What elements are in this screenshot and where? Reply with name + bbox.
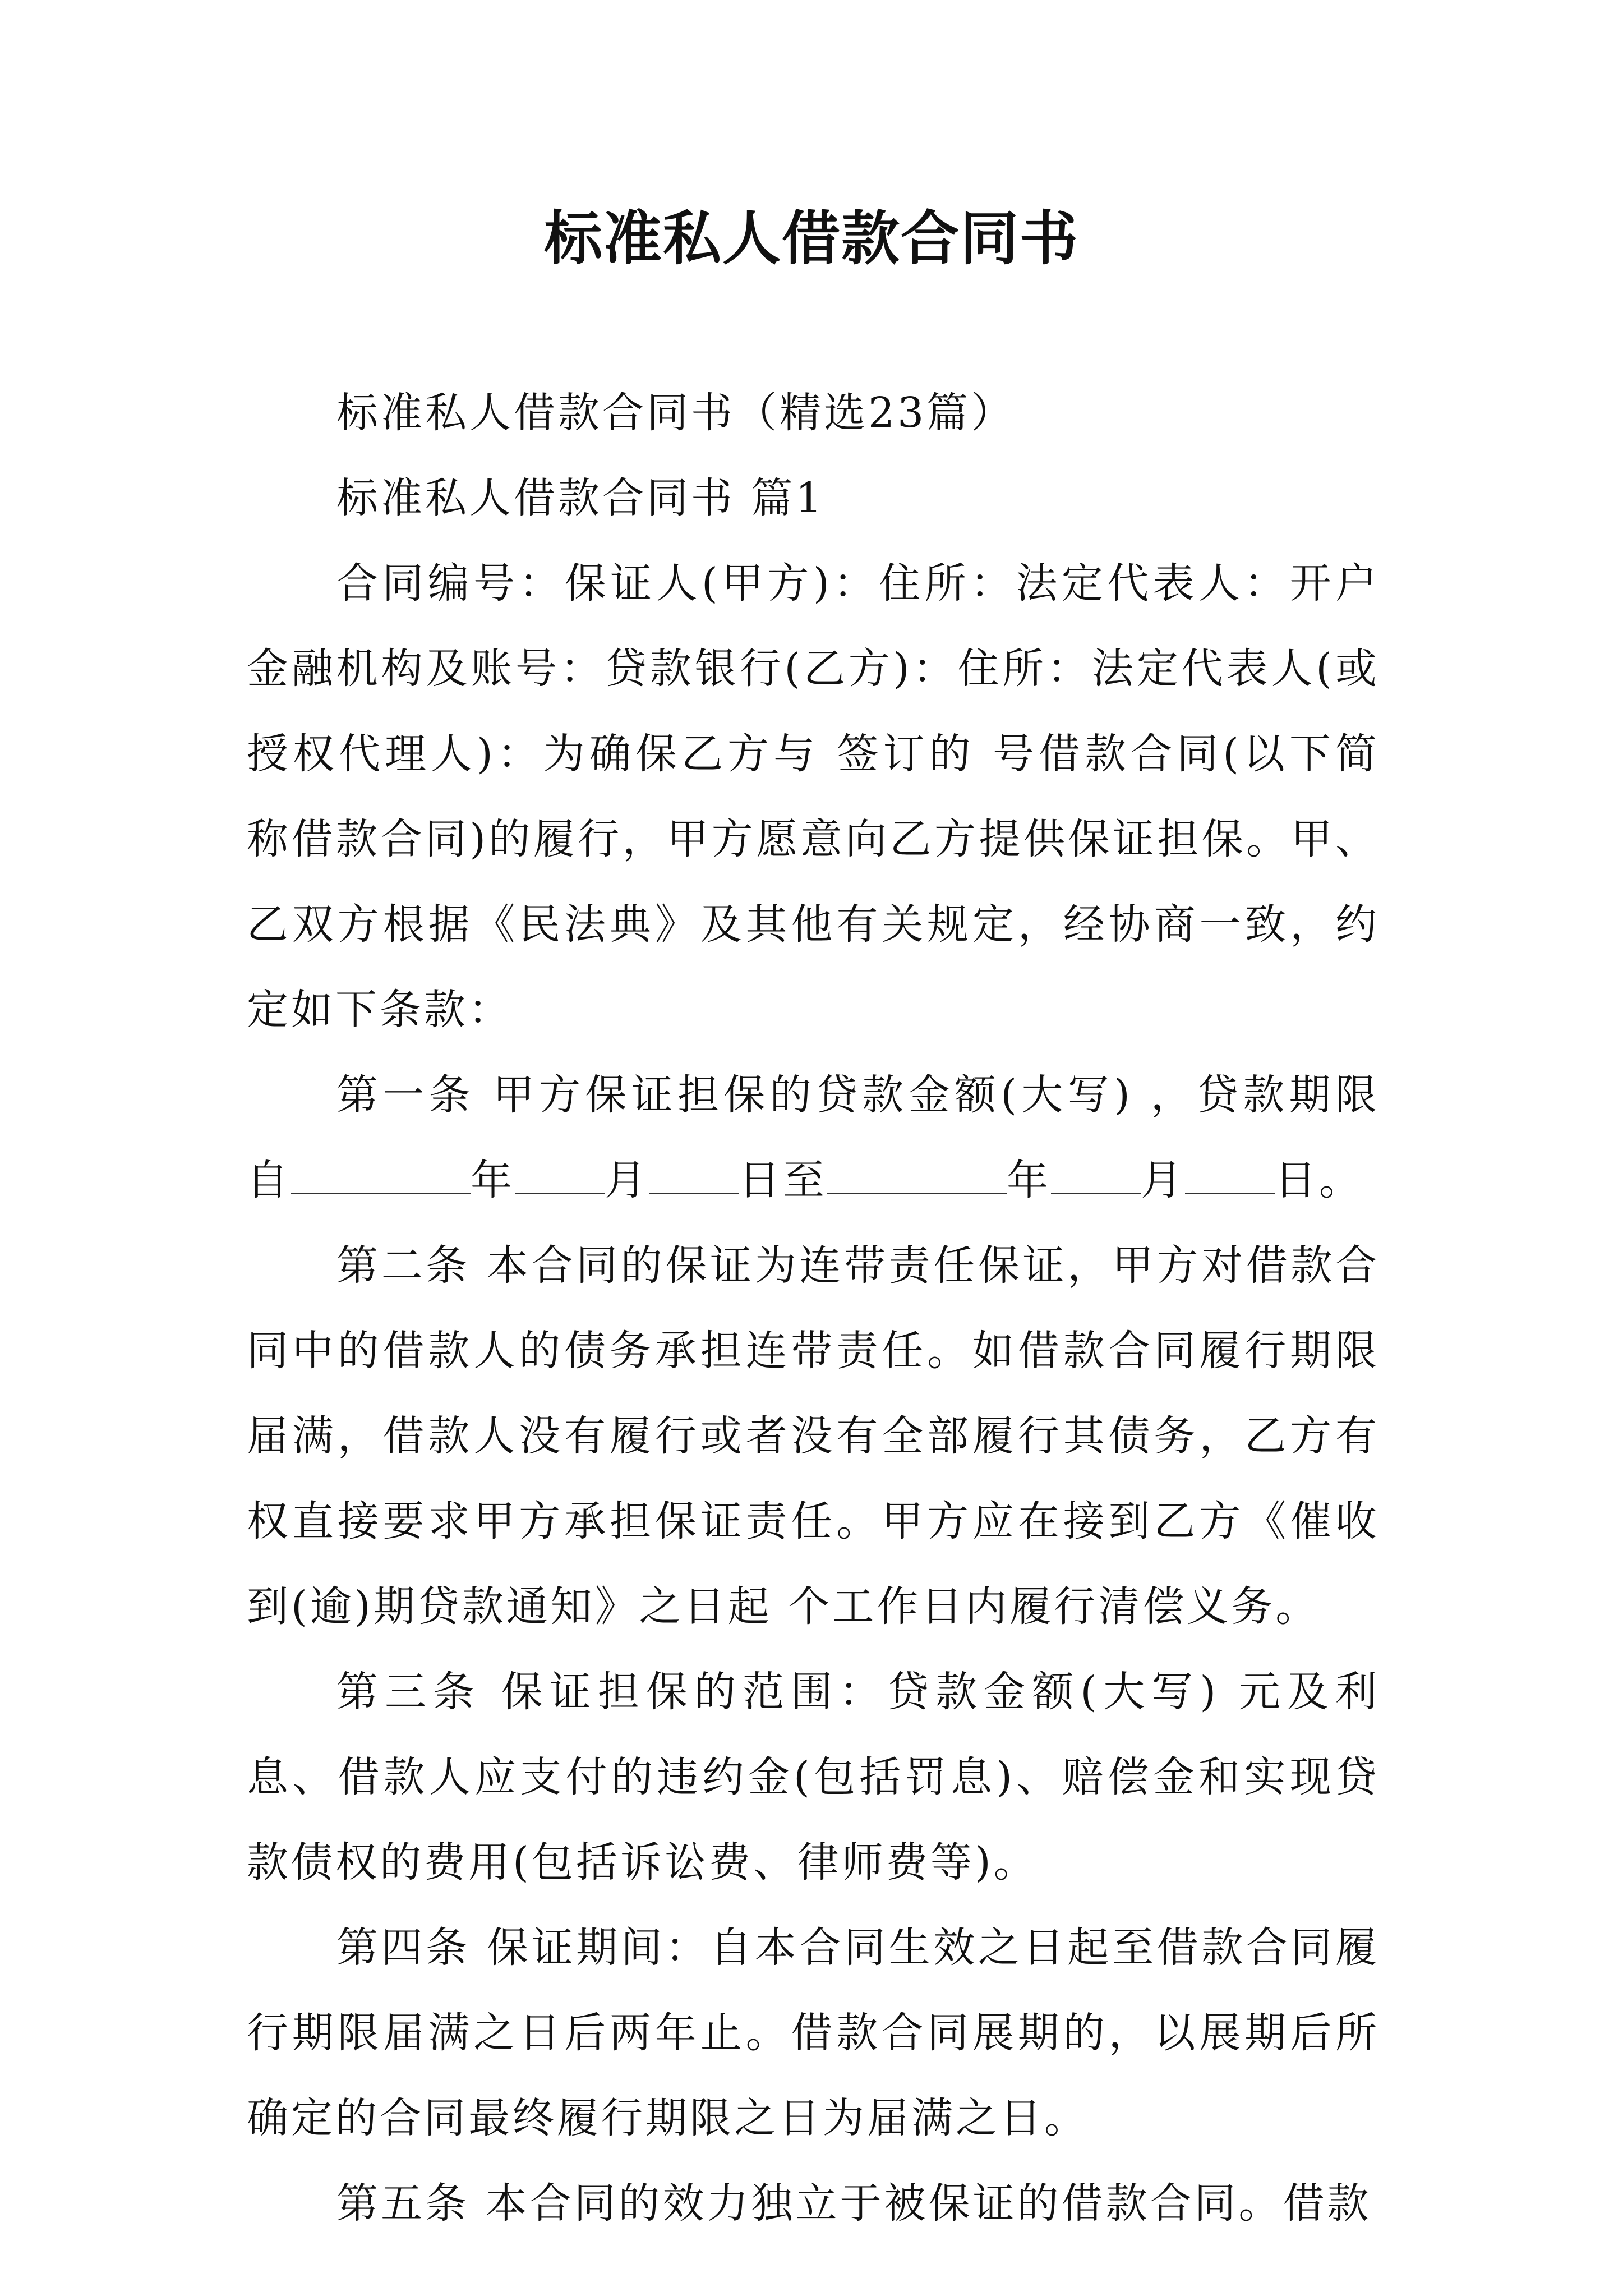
article-1-text: 第一条 甲方保证担保的贷款金额(大写) ，贷款期限自 [247,1071,1380,1204]
article-5: 第五条 本合同的效力独立于被保证的借款合同。借款 [336,2179,1372,2228]
intro-paragraph: 合同编号：保证人(甲方)：住所：法定代表人：开户金融机构及账号：贷款银行(乙方)：住所：法定代表人(或授权代理人)：为确保乙方与 签订的 号借款合同(以下简称借款合同)的履行，甲方愿意向乙方提供保证担保。甲、乙双方根据《民法典》及其他有关规定，经协商一致，约定如下条款： [247,559,1380,1034]
subtitle: 标准私人借款合同书（精选23篇） [336,389,1016,437]
article-2: 第二条 本合同的保证为连带责任保证，甲方对借款合同中的借款人的债务承担连带责任。如借款合同履行期限届满，借款人没有履行或者没有全部履行其债务，乙方有权直接要求甲方承担保证责任。甲方应在接到乙方《催收到(逾)期贷款通知》之日起 个工作日内履行清偿义务。 [247,1241,1380,1631]
blank-end-day [1185,1153,1275,1194]
label-year: 年 [471,1156,515,1204]
blank-start-year [291,1153,471,1194]
blank-end-year [827,1153,1007,1194]
blank-start-month [515,1153,605,1194]
article-4: 第四条 保证期间：自本合同生效之日起至借款合同履行期限届满之日后两年止。借款合同展期的，以展期后所确定的合同最终履行期限之日为届满之日。 [247,1924,1380,2142]
blank-start-day [649,1153,739,1194]
document-body [247,370,1380,2246]
article-3: 第三条 保证担保的范围：贷款金额(大写) 元及利息、借款人应支付的违约金(包括罚息)、赔偿金和实现贷款债权的费用(包括诉讼费、律师费等)。 [247,1668,1380,1887]
label-month: 月 [605,1156,649,1204]
label-day-to: 日至 [739,1156,827,1204]
blank-end-month [1051,1153,1141,1194]
section-heading: 标准私人借款合同书 篇1 [336,474,825,522]
article-1 [247,1052,1380,1223]
document-title: 标准私人借款合同书 [543,204,1079,273]
label-day-end: 日。 [1275,1156,1363,1204]
label-year-2: 年 [1007,1156,1051,1204]
label-month-2: 月 [1141,1156,1185,1204]
